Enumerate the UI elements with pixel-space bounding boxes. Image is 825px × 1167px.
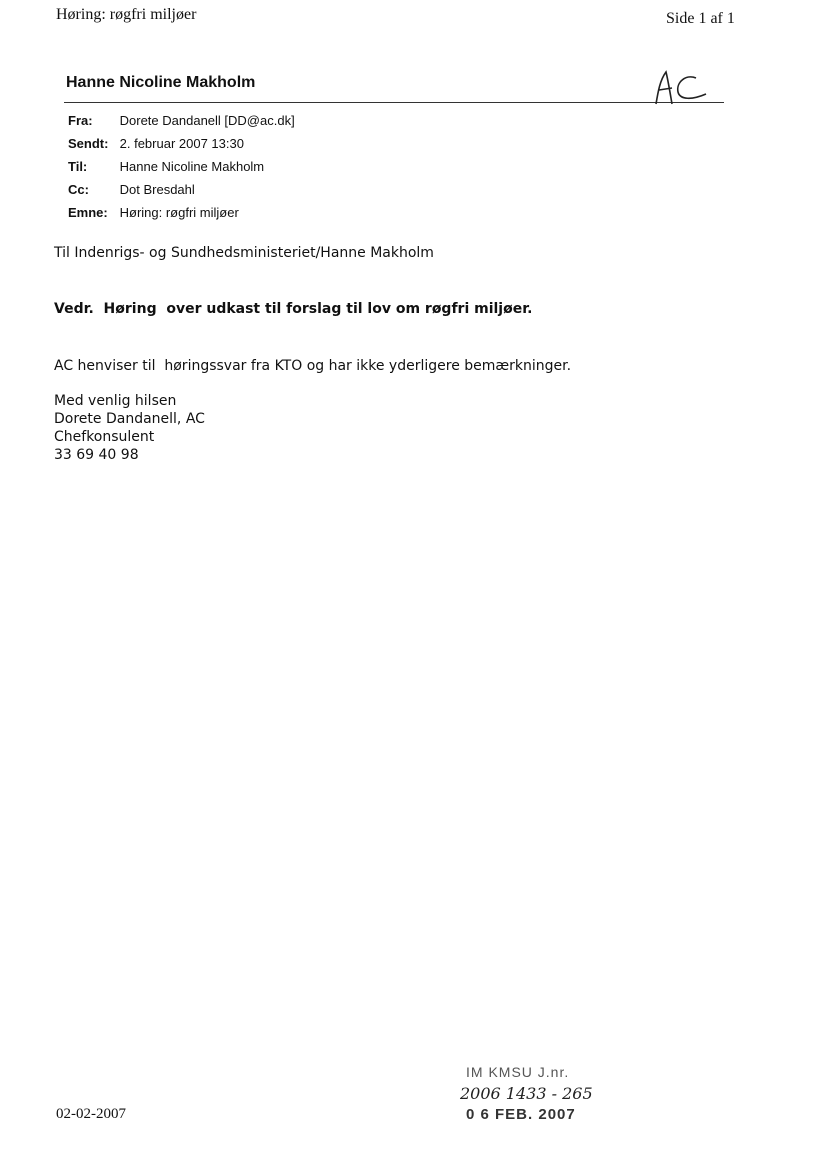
letter-body-text: AC henviser til høringssvar fra KTO og har ikke yderligere bemærkninger. [54, 358, 572, 374]
email-to-label: Til: [68, 159, 88, 174]
email-cc-value: Dot Bresdahl [119, 182, 195, 197]
email-subject [68, 205, 239, 220]
receipt-stamp [460, 1064, 690, 1134]
stamp-date: 0 6 FEB. 2007 [466, 1106, 576, 1123]
signature-name: Dorete Dandanell, AC [54, 411, 205, 427]
signature-greeting: Med venlig hilsen [54, 393, 177, 409]
stamp-office-line: IM KMSU J.nr. [466, 1064, 570, 1080]
handwritten-initials-mark [650, 68, 720, 108]
email-cc [68, 182, 195, 197]
signature-phone: 33 69 40 98 [54, 447, 139, 463]
email-to [68, 159, 264, 174]
print-header-page: Side 1 af 1 [666, 10, 735, 27]
print-footer-date: 02-02-2007 [56, 1106, 126, 1122]
signature-title: Chefkonsulent [54, 429, 155, 445]
email-from [68, 113, 295, 128]
email-from-value: Dorete Dandanell [DD@ac.dk] [119, 113, 295, 128]
email-from-label: Fra: [68, 113, 93, 128]
email-to-value: Hanne Nicoline Makholm [119, 159, 265, 174]
email-sent-value: 2. februar 2007 13:30 [119, 136, 244, 151]
email-cc-label: Cc: [68, 182, 89, 197]
email-subject-value: Høring: røgfri miljøer [119, 205, 239, 220]
email-sent-label: Sendt: [68, 136, 109, 151]
letter-subject-line: Vedr. Høring over udkast til forslag til lov om røgfri miljøer. [54, 301, 533, 317]
stamp-journal-number: 2006 1433 - 265 [460, 1084, 593, 1103]
email-subject-label: Emne: [68, 205, 108, 220]
print-header-subject: Høring: røgfri miljøer [56, 6, 197, 23]
header-divider [64, 102, 724, 103]
letter-addressee: Til Indenrigs- og Sundhedsministeriet/Hanne Makholm [54, 245, 434, 261]
mailbox-owner-name: Hanne Nicoline Makholm [66, 74, 256, 91]
email-sent [68, 136, 244, 151]
